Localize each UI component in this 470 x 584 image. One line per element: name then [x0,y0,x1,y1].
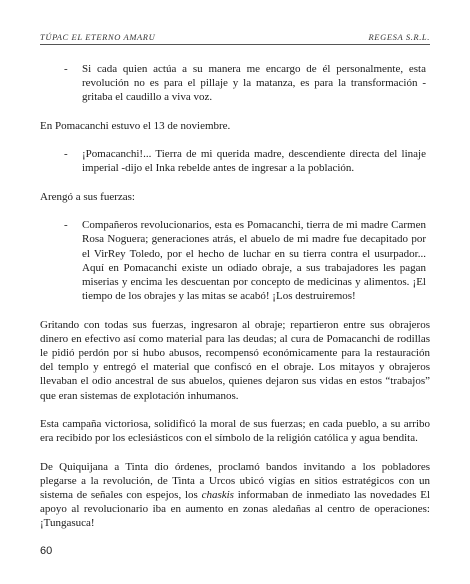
running-header [40,32,430,42]
paragraph: Esta campaña victoriosa, solidificó la moral de sus fuerzas; en cada pueblo, a su arribo era recibido por los eclesiásticos con el símbolo de la religión católica y agua bendita. [40,417,430,445]
dialogue-text: ¡Pomacanchi!... Tierra de mi querida madre, descendiente directa del linaje imperial -dijo el Inka rebelde antes de ingresar a la población. [82,148,426,175]
dialogue-item [40,218,430,303]
header-rule [40,44,430,45]
page-body [40,62,430,545]
dialogue-text: Compañeros revolucionarios, esta es Pomacanchi, tierra de mi madre Carmen Rosa Noguera; generaciones atrás, el abuelo de mi madre fue decapitado por el VirRey Toledo, por el hecho de luchar en su tierra contra el usurpador... Aquí en Pomacanchi existe un odiado obraje, a sus trabajadores les pagan miserias y encima les descuentan por concepto de medicinas y alimentos. ¡El tiempo de los obrajes y las mitas se acabó! ¡Los destruiremos! [82,219,426,303]
header-publisher: REGESA S.R.L. [368,32,430,42]
dialogue-text: Si cada quien actúa a su manera me encargo de él personalmente, esta revolución no es para el pillaje y la matanza, es para la transformación -gritaba el caudillo a viva voz. [82,63,426,104]
paragraph: Gritando con todas sus fuerzas, ingresaron al obraje; repartieron entre sus obrajeros dinero en efectivo así como material para las deudas; al cura de Pomacanchi de rodillas le pidió perdón por si hubo abusos, recompensó económicamente para la restauración del templo y entregó el material que confiscó en el obraje. Los mitayos y obrajeros llevaban el odio ancestral de sus abuelos, quienes dejaron sus vidas en estos “trabajos” que eran sistemas de explotación inhumanos. [40,318,430,402]
italic-term: chaskis [201,488,234,501]
dialogue-dash: - [64,148,68,161]
paragraph-text: De Quiquijana a Tinta dio órdenes, proclamó bandos invitando a los pobladores plegarse a la revolución, de Tinta a Urcos ubicó vigías en sitios estratégicos con un sistema de señales con espejos, los [40,460,430,501]
dialogue-dash: - [64,219,68,232]
page-number: 60 [40,545,53,557]
paragraph-text: informaban de inmediato las novedades El apoyo al revolucionario iba en aumento en zonas aledañas al centro de operaciones: ¡Tungasuca! [40,488,431,530]
header-book-title: TÚPAC EL ETERNO AMARU [40,32,156,42]
paragraph [40,460,430,531]
paragraph: En Pomacanchi estuvo el 13 de noviembre. [40,119,231,132]
dialogue-item [40,147,430,175]
dialogue-dash: - [64,63,68,75]
paragraph: Arengó a sus fuerzas: [40,190,135,203]
dialogue-item [40,62,430,105]
